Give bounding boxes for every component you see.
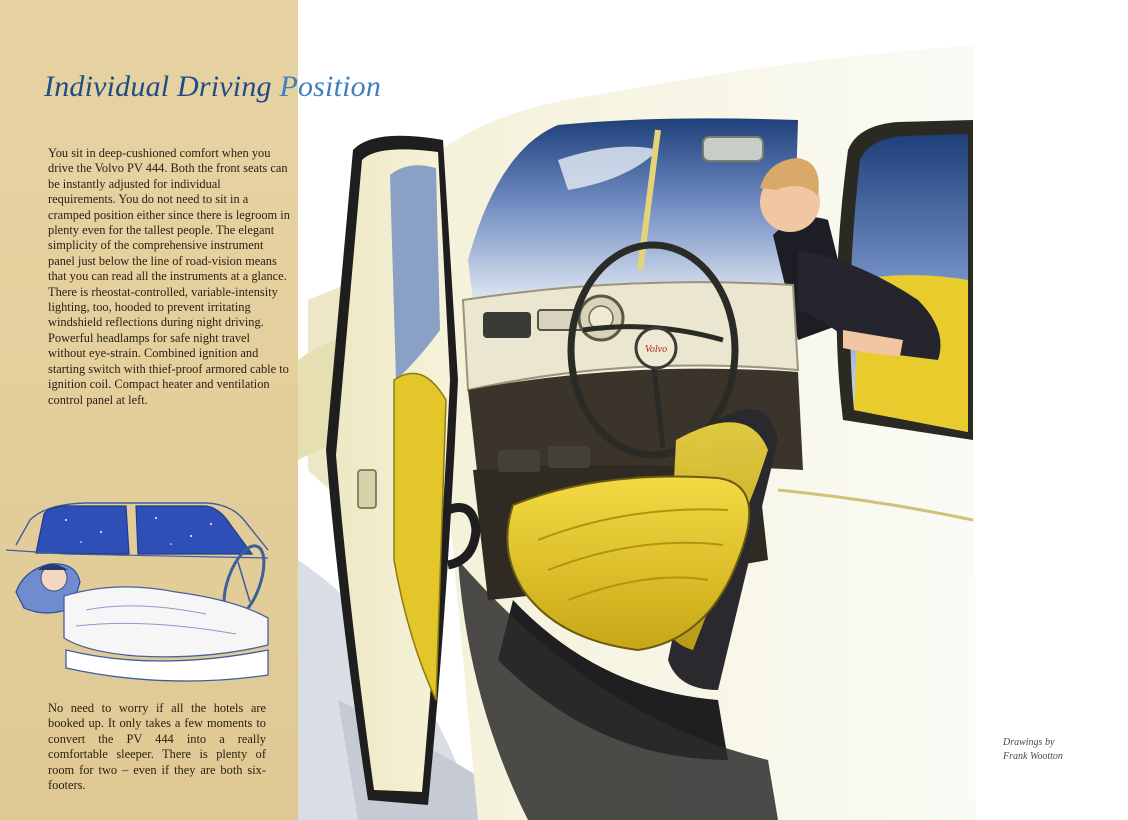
illustration-credit: [1003, 736, 1113, 764]
sleeper-sketch-illustration: [6, 500, 286, 690]
sleeper-paragraph: No need to worry if all the hotels are booked up. It only takes a few moments to convert the PV 444 into a really comfortable sleeper. There is plenty of room for two – even if they are both six-footers.: [48, 701, 266, 793]
beige-sidebar-panel: [0, 0, 298, 820]
title-part-individual-driving: Individual Driving: [44, 70, 272, 103]
credit-line-2: Frank Wootton: [1003, 751, 1063, 762]
credit-line-1: Drawings by: [1003, 737, 1055, 748]
car-interior-illustration: [298, 0, 978, 820]
steering-badge: Volvo: [644, 344, 668, 355]
comfort-paragraph: You sit in deep-cushioned comfort when you drive the Volvo PV 444. Both the front seats can be instantly adjusted for individual requirements. You do not need to sit in a cramped position either since there is legroom in plenty even for the tallest people. The elegant simplicity of the comprehensive instrument panel just below the line of road-vision means that you can read all the instruments at a glance. There is rheostat-controlled, variable-intensity lighting, too, hooded to prevent irritating windshield reflections during night driving. Powerful headlamps for safe night travel without eye-strain. Combined ignition and starting switch with thief-proof armored cable to ignition coil. Compact heater and ventilation control panel at left.: [48, 146, 290, 407]
title-part-position: Position: [279, 70, 382, 103]
